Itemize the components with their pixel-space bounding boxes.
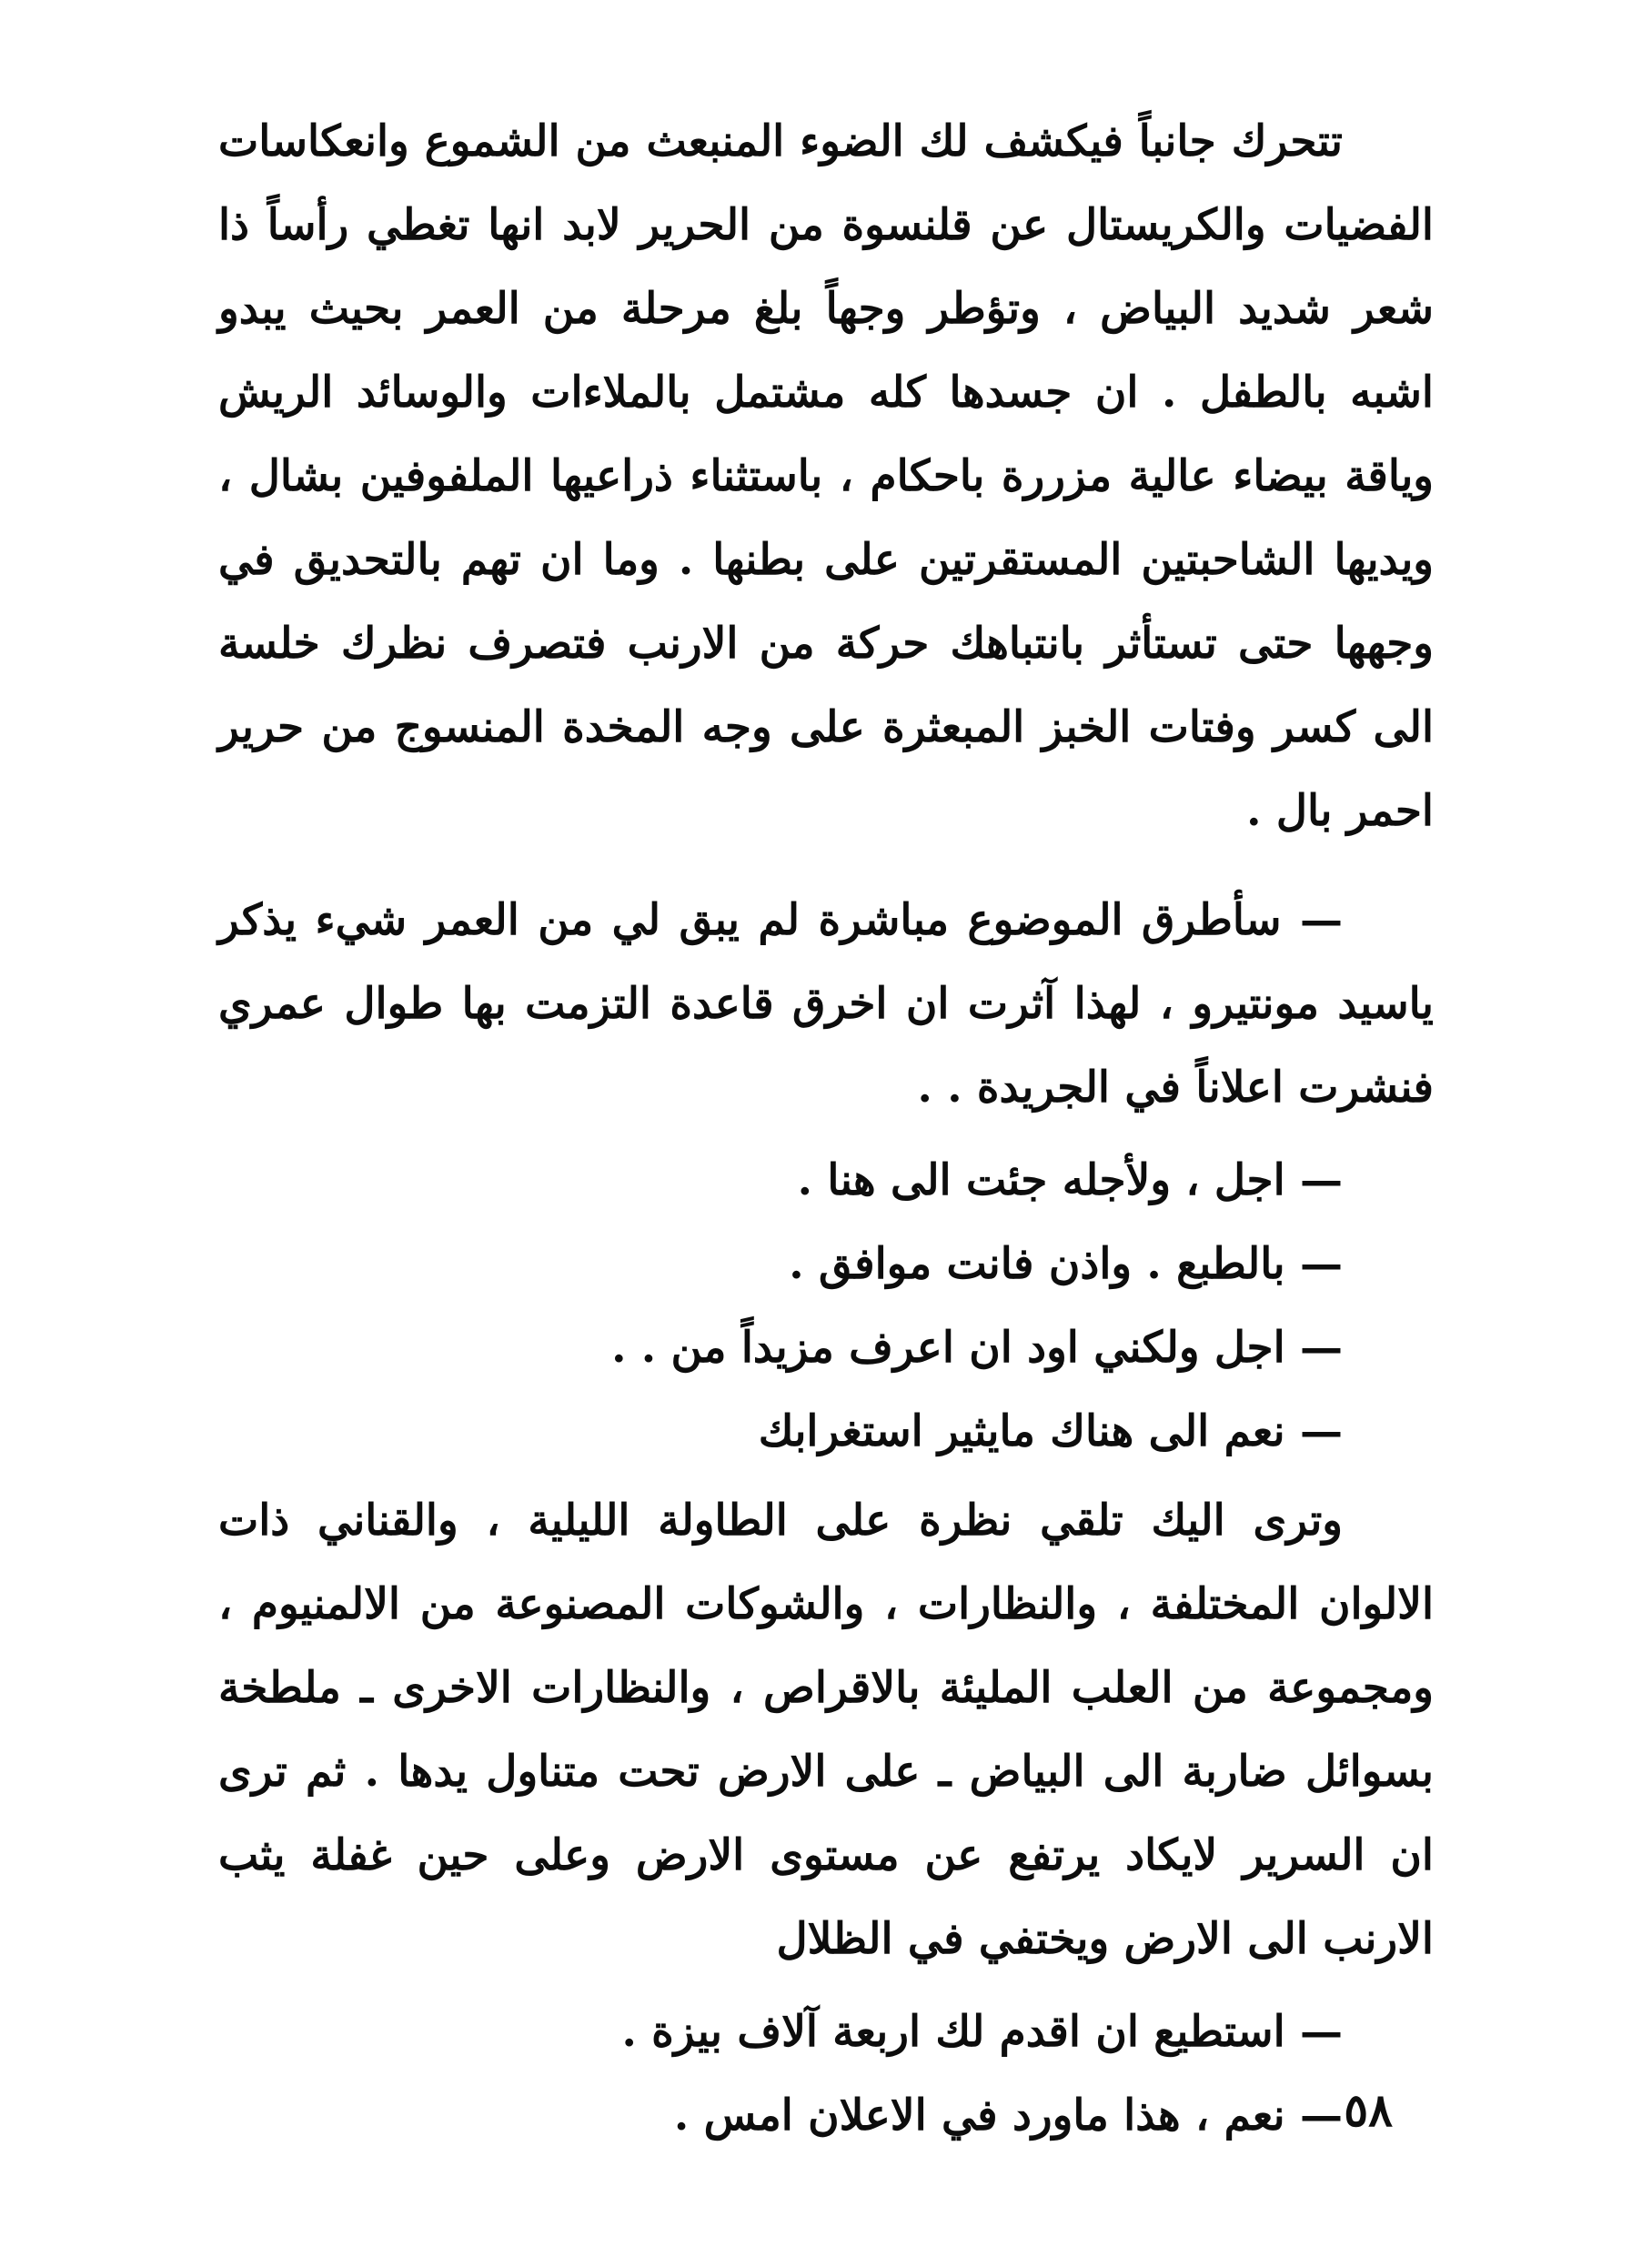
dialogue-line: — استطيع ان اقدم لك اربعة آلاف بيزة . [621,2007,1343,2057]
dialogue-line: — اجل ولكني اود ان اعرف مزيداً من . . [611,1323,1343,1373]
dialogue-line: — نعم الى هناك مايثير استغرابك [758,1406,1343,1456]
dialogue-line: — نعم ، هذا ماورد في الاعلان امس . [673,2091,1343,2141]
page-number: ٥٨ [1344,2083,1393,2137]
paragraph-3: وترى اليك تلقي نظرة على الطاولة الليلية ، والقناني ذات الالوان المختلفة ، والنظارات ، والشوكات المصنوعة من الالمنيوم ، ومجموعة من العلب المليئة بالاقراص ، والنظارات الاخرى ـ ملطخة بسوائل ضاربة الى البياض ـ على الارض تحت متناول يدها . ثم ترى ان السرير لايكاد يرتفع عن مستوى الارض وعلى حين غفلة يثب الارنب الى الارض ويختفي في الظلال [218,1496,1434,1964]
dialogue-line: — بالطبع . واذن فانت موافق . [789,1239,1343,1289]
page-number-area [0,2083,1652,2156]
page-text [218,100,1434,2158]
paragraph-2: — سأطرق الموضوع مباشرة لم يبق لي من العمر شيء يذكر ياسيد مونتيرو ، لهذا آثرت ان اخرق قاعدة التزمت بها طوال عمري فنشرت اعلاناً في الجريدة . . [218,895,1434,1113]
dialogue-line: — اجل ، ولأجله جئت الى هنا . [797,1155,1343,1205]
paragraph-1: تتحرك جانباً فيكشف لك الضوء المنبعث من الشموع وانعكاسات الفضيات والكريستال عن قلنسوة من الحرير لابد انها تغطي رأساً ذا شعر شديد البياض ، وتؤطر وجهاً بلغ مرحلة من العمر بحيث يبدو اشبه بالطفل . ان جسدها كله مشتمل بالملاءات والوسائد الريش وياقة بيضاء عالية مزررة باحكام ، باستثناء ذراعيها الملفوفين بشال ، ويديها الشاحبتين المستقرتين على بطنها . وما ان تهم بالتحديق في وجهها حتى تستأثر بانتباهك حركة من الارنب فتصرف نظرك خلسة الى كسر وفتات الخبز المبعثرة على وجه المخدة المنسوج من حرير احمر بال . [218,116,1435,836]
